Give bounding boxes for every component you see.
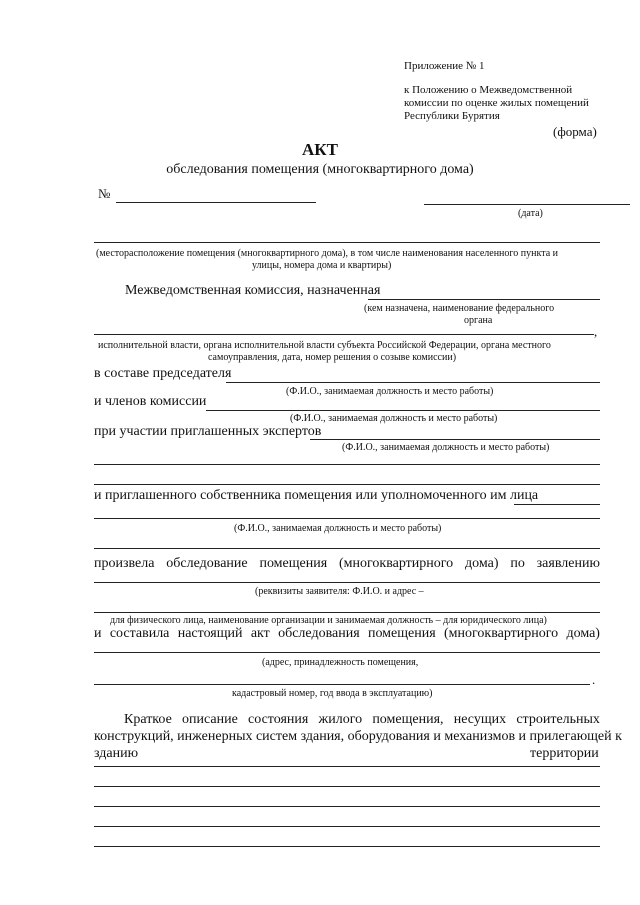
owner-caption: (Ф.И.О., занимаемая должность и место работы) — [234, 523, 442, 534]
commission-appointer-field[interactable] — [368, 299, 600, 300]
experts-field-3[interactable] — [94, 484, 600, 485]
owner-label: и приглашенного собственника помещения или уполномоченного им лица — [94, 488, 539, 503]
owner-field-2[interactable] — [94, 518, 600, 519]
owner-field[interactable] — [514, 504, 600, 505]
description-field-1[interactable] — [94, 766, 600, 767]
chairman-caption: (Ф.И.О., занимаемая должность и место работы) — [286, 386, 494, 397]
description-field-3[interactable] — [94, 806, 600, 807]
appendix-line-1: к Положению о Межведомственной — [404, 84, 573, 96]
compiled-word: обследования — [278, 626, 360, 641]
commission-caption-2: органа — [464, 315, 493, 326]
compiled-word: помещения — [367, 626, 436, 641]
chairman-field[interactable] — [226, 382, 600, 383]
members-field[interactable] — [206, 410, 600, 411]
chairman-label: в составе председателя — [94, 366, 232, 381]
form-label: (форма) — [553, 124, 597, 139]
members-caption: (Ф.И.О., занимаемая должность и место работы) — [290, 413, 498, 424]
inspection-word: произвела — [94, 556, 155, 571]
experts-caption: (Ф.И.О., занимаемая должность и место работы) — [342, 442, 550, 453]
commission-caption-4: самоуправления, дата, номер решения о созыве комиссии) — [208, 352, 457, 363]
description-word: состояния — [248, 712, 309, 727]
compiled-period: . — [592, 672, 596, 687]
inspection-word: помещения — [259, 556, 328, 571]
number-sign: № — [98, 186, 111, 201]
compiled-word: (многоквартирного — [443, 626, 559, 641]
description-line-3: зданию — [94, 746, 139, 761]
inspection-word: заявлению — [536, 556, 600, 571]
commission-caption-3: исполнительной власти, органа исполнительной власти субъекта Российской Федерации, органа местного — [98, 340, 551, 351]
appendix-line-3: Республики Бурятия — [404, 110, 500, 122]
compiled-word: дома) — [566, 626, 600, 641]
inspection-word: дома) — [465, 556, 499, 571]
compiled-caption-1: (адрес, принадлежность помещения, — [262, 657, 419, 668]
compiled-word: и — [94, 626, 102, 641]
compiled-line — [94, 626, 600, 642]
inspection-word: по — [510, 556, 525, 571]
commission-appointer-field-2[interactable] — [94, 334, 594, 335]
experts-label: при участии приглашенных экспертов — [94, 424, 322, 439]
description-field-5[interactable] — [94, 846, 600, 847]
description-word: описание — [182, 712, 238, 727]
description-field-4[interactable] — [94, 826, 600, 827]
description-line-2: конструкций, инженерных систем здания, оборудования и механизмов и прилегающей к — [94, 729, 622, 744]
commission-label: Межведомственная комиссия, назначенная — [125, 283, 381, 298]
location-field[interactable] — [94, 242, 600, 243]
number-field[interactable] — [116, 202, 316, 203]
inspection-line — [94, 556, 600, 572]
inspection-caption-1: (реквизиты заявителя: Ф.И.О. и адрес – — [255, 586, 424, 597]
description-word: строительных — [516, 712, 600, 727]
compiled-word: настоящий — [177, 626, 243, 641]
date-field[interactable] — [424, 204, 630, 205]
date-caption: (дата) — [518, 208, 543, 219]
description-word: помещения, — [372, 712, 444, 727]
location-caption-1: (месторасположение помещения (многоквартирного дома), в том числе наименования населенного пункта и — [96, 248, 558, 259]
members-label: и членов комиссии — [94, 394, 207, 409]
address-field-2[interactable] — [94, 684, 590, 685]
experts-field[interactable] — [310, 439, 600, 440]
compiled-word: акт — [250, 626, 270, 641]
appendix-title: Приложение № 1 — [404, 60, 485, 72]
compiled-caption-2: кадастровый номер, год ввода в эксплуатацию) — [232, 688, 433, 699]
description-territory: территории — [530, 746, 599, 761]
description-line-1 — [124, 712, 600, 728]
inspection-word: обследование — [166, 556, 248, 571]
description-word: несущих — [453, 712, 507, 727]
inspection-word: (многоквартирного — [339, 556, 454, 571]
appendix-line-2: комиссии по оценке жилых помещений — [404, 97, 589, 109]
owner-field-3[interactable] — [94, 548, 600, 549]
applicant-field-2[interactable] — [94, 612, 600, 613]
act-title: АКТ — [302, 140, 338, 159]
description-field-2[interactable] — [94, 786, 600, 787]
description-word: жилого — [318, 712, 363, 727]
address-field[interactable] — [94, 652, 600, 653]
applicant-field[interactable] — [94, 582, 600, 583]
act-subtitle: обследования помещения (многоквартирного дома) — [166, 162, 474, 177]
commission-comma: , — [594, 324, 598, 339]
commission-caption-1: (кем назначена, наименование федерального — [364, 303, 555, 314]
compiled-word: составила — [109, 626, 170, 641]
inspection-caption-2: для физического лица, наименование организации и занимаемая должность – для юридического лица) — [110, 615, 547, 626]
experts-field-2[interactable] — [94, 464, 600, 465]
description-word: Краткое — [124, 712, 172, 727]
location-caption-2: улицы, номера дома и квартиры) — [252, 260, 392, 271]
